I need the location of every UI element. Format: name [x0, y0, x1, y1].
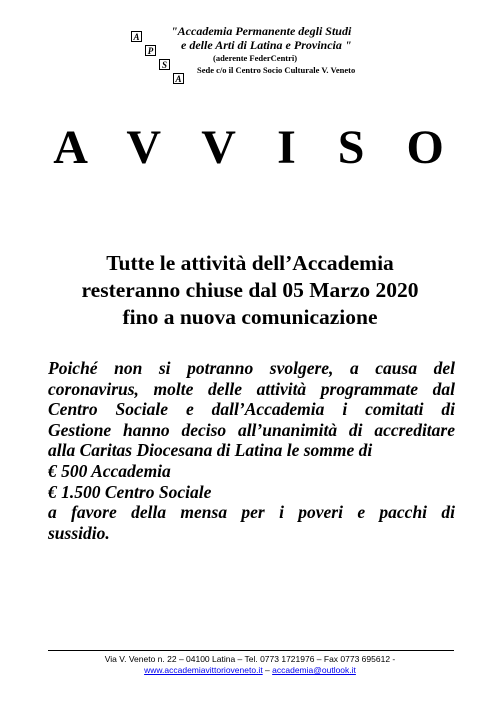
notice-line2: resteranno chiuse dal 05 Marzo 2020 — [81, 278, 419, 302]
logo-letter-a2: A — [173, 73, 184, 84]
email-link[interactable]: accademia@outlook.it — [272, 665, 356, 675]
body-line4: Gestione hanno deciso all’unanimità di accreditare — [48, 419, 455, 440]
website-link[interactable]: www.accademiavittorioveneto.it — [144, 665, 263, 675]
logo-letter-a: A — [131, 31, 142, 42]
footer-divider — [48, 650, 454, 651]
notice-line1: Tutte le attività dell’Accademia — [106, 251, 394, 275]
logo-letter-s: S — [159, 59, 170, 70]
footer-address: Via V. Veneto n. 22 – 04100 Latina – Tel. 0773 1721976 – Fax 0773 695612 - — [104, 654, 396, 664]
closure-notice — [0, 250, 500, 331]
letterhead — [131, 24, 431, 88]
body-line5: alla Caritas Diocesana di Latina le somme di — [48, 440, 373, 461]
footer-links — [0, 665, 500, 676]
body-line7: sussidio. — [48, 522, 110, 543]
org-name-line2: e delle Arti di Latina e Provincia " — [181, 38, 352, 52]
body-line6: a favore della mensa per i poveri e pacchi di — [48, 502, 455, 523]
footer — [0, 654, 500, 676]
body-line3: Centro Sociale e dall’Accademia i comitati di — [48, 399, 455, 420]
page-title: A V V I S O — [53, 121, 459, 174]
org-seat: Sede c/o il Centro Socio Culturale V. Veneto — [197, 65, 356, 75]
donation-accademia: € 500 Accademia — [48, 460, 171, 481]
apsa-logo — [131, 31, 185, 87]
donation-centro-sociale: € 1.500 Centro Sociale — [48, 481, 212, 502]
org-name-line1: "Accademia Permanente degli Studi — [171, 24, 352, 38]
body-line2: coronavirus, molte delle attività programmate dal — [48, 378, 455, 399]
notice-line3: fino a nuova comunicazione — [122, 305, 378, 329]
affiliation: (aderente FederCentri) — [213, 53, 298, 63]
body-paragraph — [48, 358, 455, 543]
footer-separator: – — [262, 665, 273, 675]
body-line1: Poiché non si potranno svolgere, a causa del — [48, 358, 455, 378]
logo-letter-p: P — [145, 45, 156, 56]
